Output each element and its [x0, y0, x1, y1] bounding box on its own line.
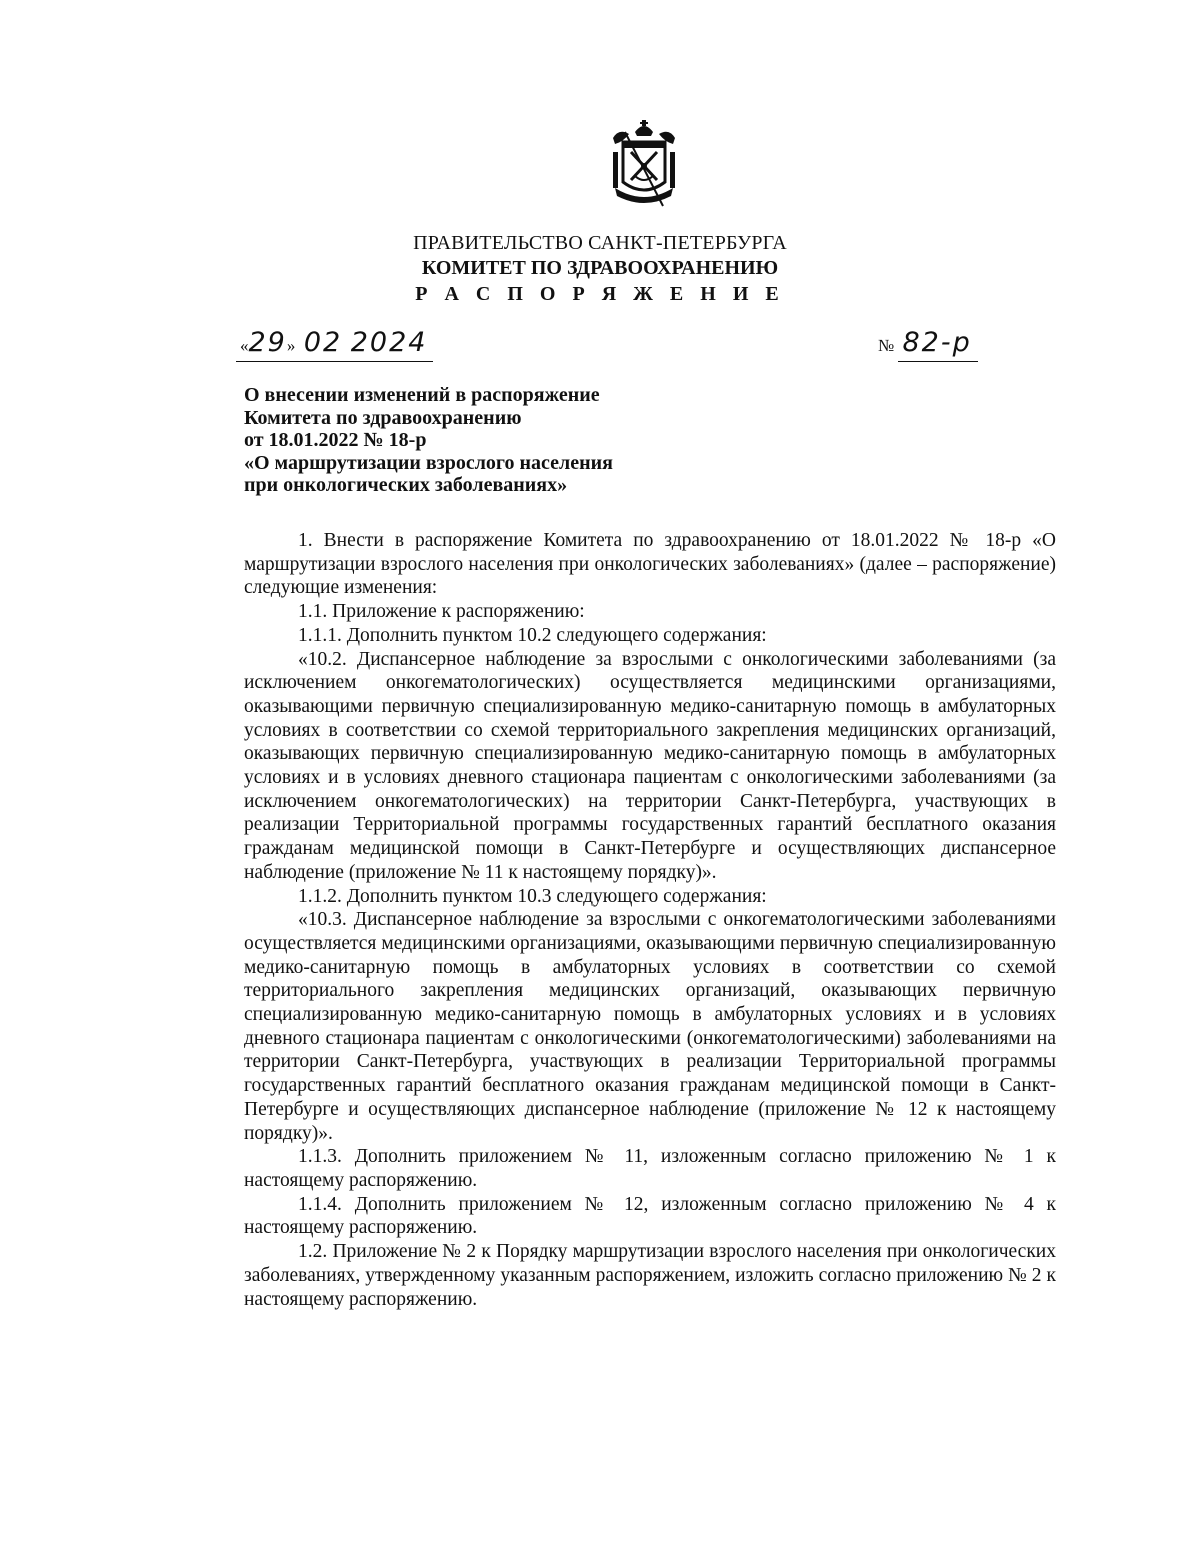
date-year: 2024: [350, 327, 428, 358]
paragraph-1-1: 1.1. Приложение к распоряжению:: [298, 601, 585, 623]
date-day: 29: [248, 327, 287, 358]
paragraph-1-1-2: 1.1.2. Дополнить пунктом 10.3 следующего содержания:: [298, 885, 767, 907]
subject-line: О внесении изменений в распоряжение: [244, 384, 600, 406]
number-sign: №: [878, 336, 895, 355]
committee-name: КОМИТЕТ ПО ЗДРАВООХРАНЕНИЮ: [421, 257, 779, 279]
date-open-quote: «: [240, 336, 249, 355]
paragraph-1-2: 1.2. Приложение № 2 к Порядку маршрутизации взрослого населения при онкологических заболеваниях, утвержденному указанным распоряжением, изложить согласно приложению № 2 к настоящему распоряжению.: [244, 1241, 1056, 1310]
number-value: 82-р: [902, 327, 972, 358]
document-date: [236, 328, 433, 362]
date-close-quote: »: [286, 336, 296, 355]
paragraph-10-2: «10.2. Диспансерное наблюдение за взрослыми с онкологическими заболеваниями (за исключением онкогематологических) осуществляется медицинскими организациями, оказывающими первичную специализированную медико-санитарную помощь в амбулаторных условиях в соответствии со схемой территориального закрепления медицинских организаций, оказывающих первичную специализированную медико-санитарную помощь в амбулаторных условиях и в условиях дневного стационара пациентам с онкологическими заболеваниями (за исключением онкогематологических) на территории Санкт-Петербурга, участвующих в реализации Территориальной программы государственных гарантий бесплатного оказания гражданам медицинской помощи в Санкт-Петербурге и осуществляющих диспансерное наблюдение (приложение № 11 к настоящему порядку)».: [244, 648, 1056, 883]
paragraph-1-1-4: 1.1.4. Дополнить приложением № 12, изложенным согласно приложению № 4 к настоящему распоряжению.: [244, 1193, 1056, 1239]
government-name: ПРАВИТЕЛЬСТВО САНКТ-ПЕТЕРБУРГА: [413, 232, 787, 254]
document-subject: [244, 384, 613, 497]
document-number: [878, 328, 978, 362]
document-type: Р А С П О Р Я Ж Е Н И Е: [415, 283, 785, 305]
coat-of-arms-icon: [605, 118, 683, 210]
paragraph-1-1-1: 1.1.1. Дополнить пунктом 10.2 следующего содержания:: [298, 624, 767, 646]
document-body: [244, 529, 1056, 1311]
paragraph-10-3: «10.3. Диспансерное наблюдение за взрослыми с онкогематологическими заболеваниями осуществляется медицинскими организациями, оказывающими первичную специализированную медико-санитарную помощь в амбулаторных условиях в соответствии со схемой территориального закрепления медицинских организаций, оказывающих первичную специализированную медико-санитарную помощь в амбулаторных условиях и в условиях дневного стационара пациентам с онкологическими (онкогематологическими) заболеваниями на территории Санкт-Петербурга, участвующих в реализации Территориальной программы государственных гарантий бесплатного оказания гражданам медицинской помощи в Санкт-Петербурге и осуществляющих диспансерное наблюдение (приложение № 12 к настоящему порядку)».: [244, 909, 1056, 1144]
paragraph-1: 1. Внести в распоряжение Комитета по здравоохранению от 18.01.2022 № 18-р «О маршрутизации взрослого населения при онкологических заболеваниях» (далее – распоряжение) следующие изменения:: [244, 530, 1056, 599]
subject-line: «О маршрутизации взрослого населения: [244, 451, 613, 474]
subject-line: Комитета по здравоохранению: [244, 406, 522, 429]
subject-line: при онкологических заболеваниях»: [244, 474, 568, 496]
subject-line: от 18.01.2022 № 18-р: [244, 429, 427, 451]
paragraph-1-1-3: 1.1.3. Дополнить приложением № 11, изложенным согласно приложению № 1 к настоящему распоряжению.: [244, 1146, 1056, 1191]
date-month: 02: [303, 327, 343, 358]
